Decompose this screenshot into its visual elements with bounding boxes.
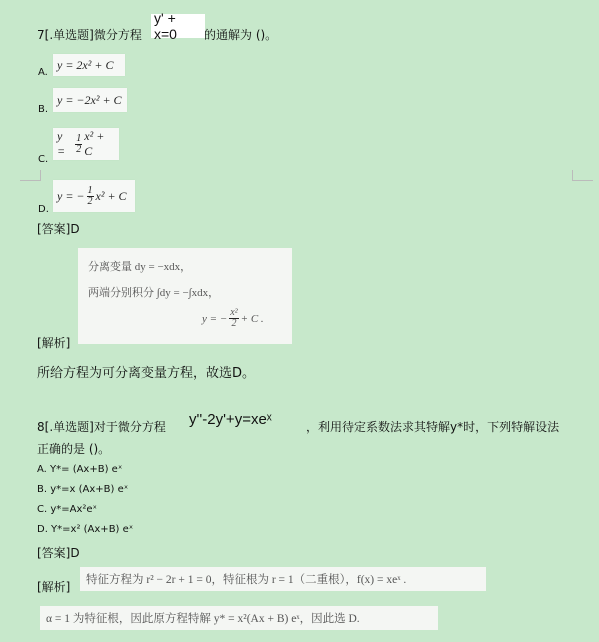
q7-analysis-label: [解析] bbox=[37, 336, 71, 350]
q7-suffix: 的通解为 ()。 bbox=[204, 28, 278, 42]
page-corner-mark-left bbox=[20, 170, 41, 181]
q7-option-a-formula: y = 2x² + C bbox=[53, 54, 125, 76]
q8-answer: [答案]D bbox=[37, 546, 80, 560]
q7-option-a-label: A. bbox=[38, 67, 48, 78]
q8-analysis-line1: 特征方程为 r² − 2r + 1 = 0，特征根为 r = 1（二重根），f(x) = xeˣ . bbox=[80, 567, 486, 591]
q7-answer: [答案]D bbox=[37, 222, 80, 236]
q7-option-c-formula: y = $\frac{1}{2}$ x² + C bbox=[53, 128, 119, 160]
q7-solution-box bbox=[78, 248, 292, 344]
q8-option-c: C. y*=Ax²eˣ bbox=[37, 504, 97, 515]
page-corner-mark-right bbox=[572, 170, 593, 181]
q7-equation: y' + x=0 bbox=[151, 14, 205, 38]
q7-option-d-label: D. bbox=[38, 204, 49, 215]
q7-solution-line3: y = − $\frac{\text{x²}}{2}$ + C . bbox=[202, 307, 264, 329]
q8-line2: 正确的是 ()。 bbox=[37, 442, 111, 456]
q8-option-d: D. Y*=x² (Ax+B) eˣ bbox=[37, 524, 134, 535]
q8-equation: y''-2y'+y=xeˣ bbox=[189, 410, 272, 428]
q7-option-d-formula: y = − $\frac{1}{2}$ x² + C bbox=[53, 180, 135, 212]
q7-prefix: 7[.单选题]微分方程 bbox=[37, 28, 142, 42]
q8-option-a: A. Y*= (Ax+B) eˣ bbox=[37, 464, 123, 475]
q8-suffix: ，利用待定系数法求其特解y*时，下列特解设法 bbox=[306, 420, 560, 434]
q7-solution-line1: 分离变量 dy = −xdx， bbox=[88, 261, 192, 273]
q8-option-b: B. y*=x (Ax+B) eˣ bbox=[37, 484, 129, 495]
q7-option-b-label: B. bbox=[38, 104, 49, 115]
q7-conclusion: 所给方程为可分离变量方程，故选D。 bbox=[37, 366, 256, 381]
q7-option-c-label: C. bbox=[38, 154, 49, 165]
q8-analysis-label: [解析] bbox=[37, 580, 71, 594]
q8-analysis-line2: α = 1 为特征根，因此原方程特解 y* = x²(Ax + B) eˣ，因此选 D. bbox=[40, 606, 438, 630]
q7-solution-line2: 两端分别积分 ∫dy = −∫xdx， bbox=[88, 287, 220, 299]
q7-option-b-formula: y = −2x² + C bbox=[53, 88, 127, 112]
q8-prefix: 8[.单选题]对于微分方程 bbox=[37, 420, 166, 434]
